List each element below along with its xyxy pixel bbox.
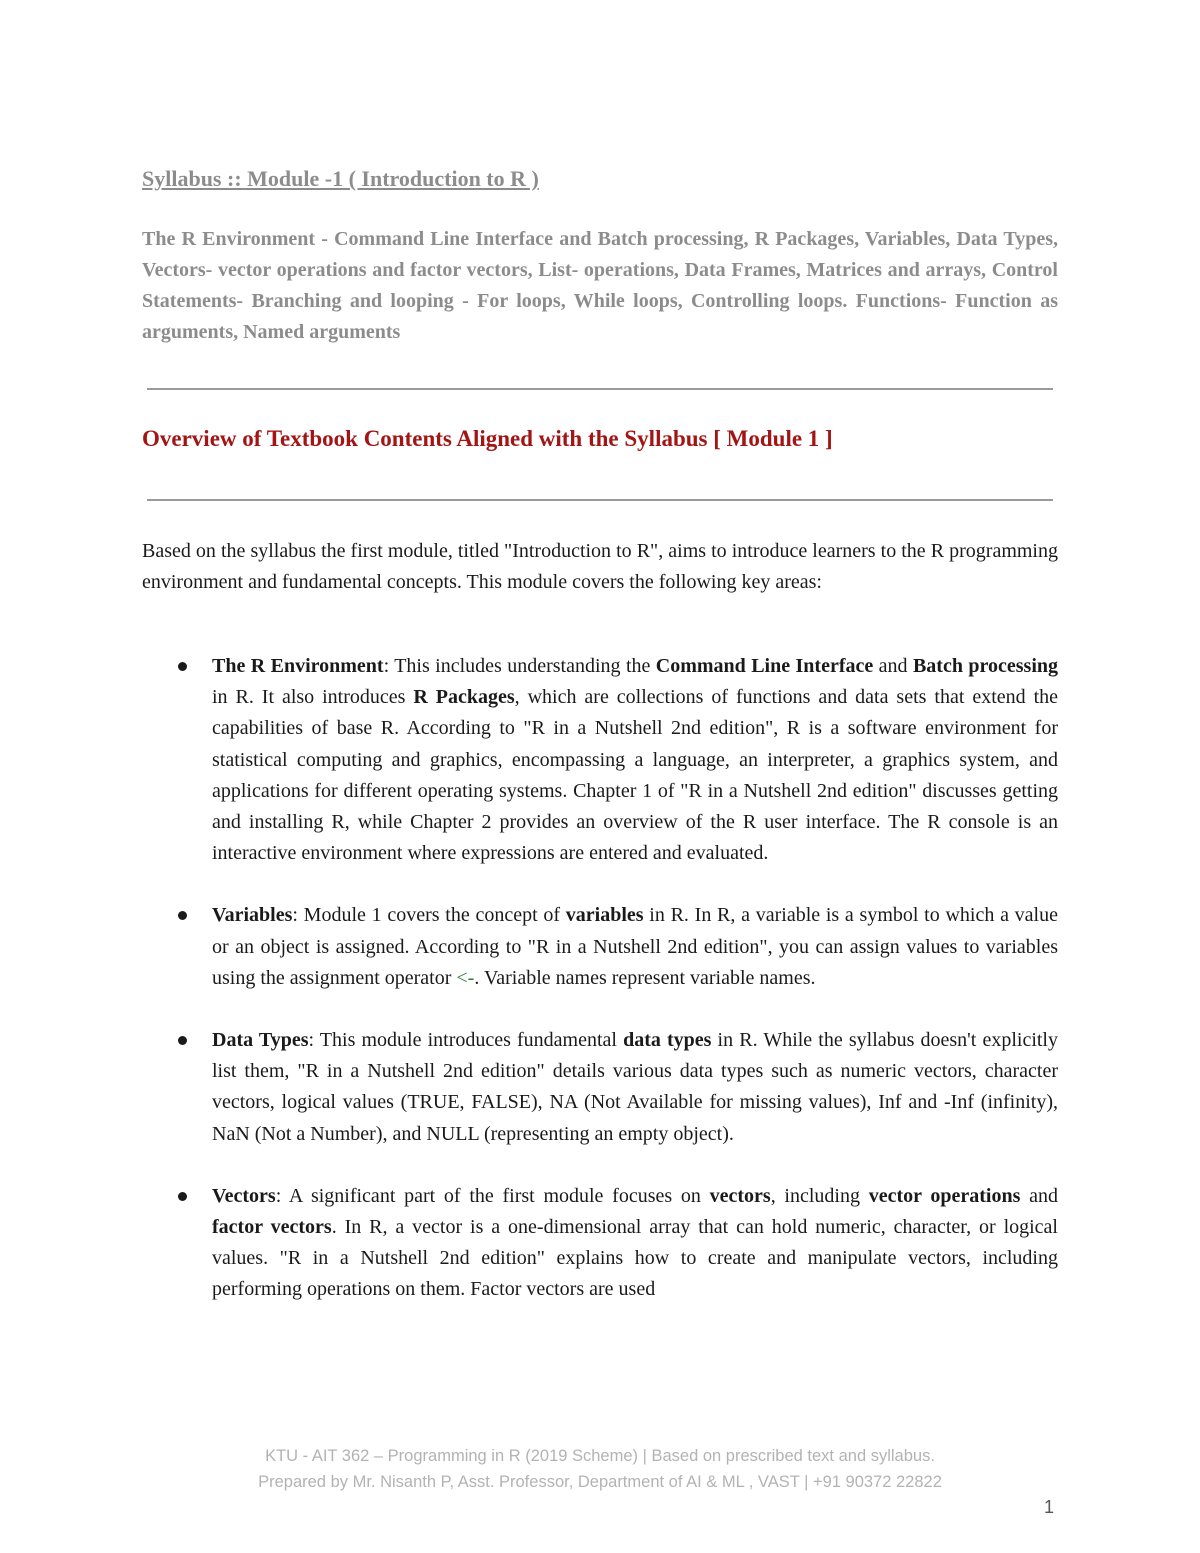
bullet-icon [178, 911, 187, 920]
page-number: 1 [1044, 1497, 1055, 1517]
list-item-vectors: Vectors: A significant part of the first module focuses on vectors, including vector operations and factor vectors. In R, a vector is a one-dimensional array that can hold numeric, character, or logical values. "R in a Nutshell 2nd edition" explains how to create and manipulate vectors, including performing operations on them. Factor vectors are used [142, 1181, 1058, 1306]
bullet-icon [178, 1192, 187, 1201]
topic-term: Variables [212, 904, 293, 927]
topic-term: Vectors [212, 1184, 276, 1207]
overview-heading: Overview of Textbook Contents Aligned with the Syllabus [ Module 1 ] [142, 426, 833, 451]
divider-top [147, 388, 1053, 390]
list-item-variables: Variables: Module 1 covers the concept of variables in R. In R, a variable is a symbol to which a value or an object is assigned. According to "R in a Nutshell 2nd edition", you can assign values to variables using the assignment operator <-. Variable names represent variable names. [142, 900, 1058, 994]
intro-paragraph: Based on the syllabus the first module, titled "Introduction to R", aims to introduce learners to the R programming environment and fundamental concepts. This module covers the following key areas: [142, 540, 1058, 594]
list-item-r-environment: The R Environment: This includes understanding the Command Line Interface and Batch processing in R. It also introduces R Packages, which are collections of functions and data sets that extend the capabilities of base R. According to "R in a Nutshell 2nd edition", R is a software environment for statistical computing and graphics, encompassing a language, an interpreter, a graphics system, and applications for different operating systems. Chapter 1 of "R in a Nutshell 2nd edition" discusses getting and installing R, while Chapter 2 provides an overview of the R user interface. The R console is an interactive environment where expressions are entered and evaluated. [142, 651, 1058, 869]
divider-bottom [147, 499, 1053, 501]
topic-term: Data Types [212, 1029, 309, 1052]
list-item-data-types: Data Types: This module introduces fundamental data types in R. While the syllabus doesn't explicitly list them, "R in a Nutshell 2nd edition" details various data types such as numeric vectors, character vectors, logical values (TRUE, FALSE), NA (Not Available for missing values), Inf and -Inf (infinity), NaN (Not a Number), and NULL (representing an empty object). [142, 1025, 1058, 1150]
footer-line-1: KTU - AIT 362 – Programming in R (2019 Scheme) | Based on prescribed text and syllabus. [265, 1447, 935, 1465]
topic-list [142, 651, 1058, 1337]
bullet-icon [178, 1036, 187, 1045]
assignment-operator: <- [456, 966, 475, 989]
bullet-icon [178, 662, 187, 671]
footer-line-2: Prepared by Mr. Nisanth P, Asst. Professor, Department of AI & ML , VAST | +91 90372 22822 [258, 1473, 942, 1491]
topic-term: The R Environment [212, 655, 384, 677]
syllabus-title: Syllabus :: Module -1 ( Introduction to R ) [142, 166, 539, 191]
syllabus-body: The R Environment - Command Line Interface and Batch processing, R Packages, Variables, Data Types, Vectors- vector operations and factor vectors, List- operations, Data Frames, Matrices and arrays, Control Statements- Branching and looping - For loops, While loops, Controlling loops. Functions- Function as arguments, Named arguments [142, 228, 1058, 343]
